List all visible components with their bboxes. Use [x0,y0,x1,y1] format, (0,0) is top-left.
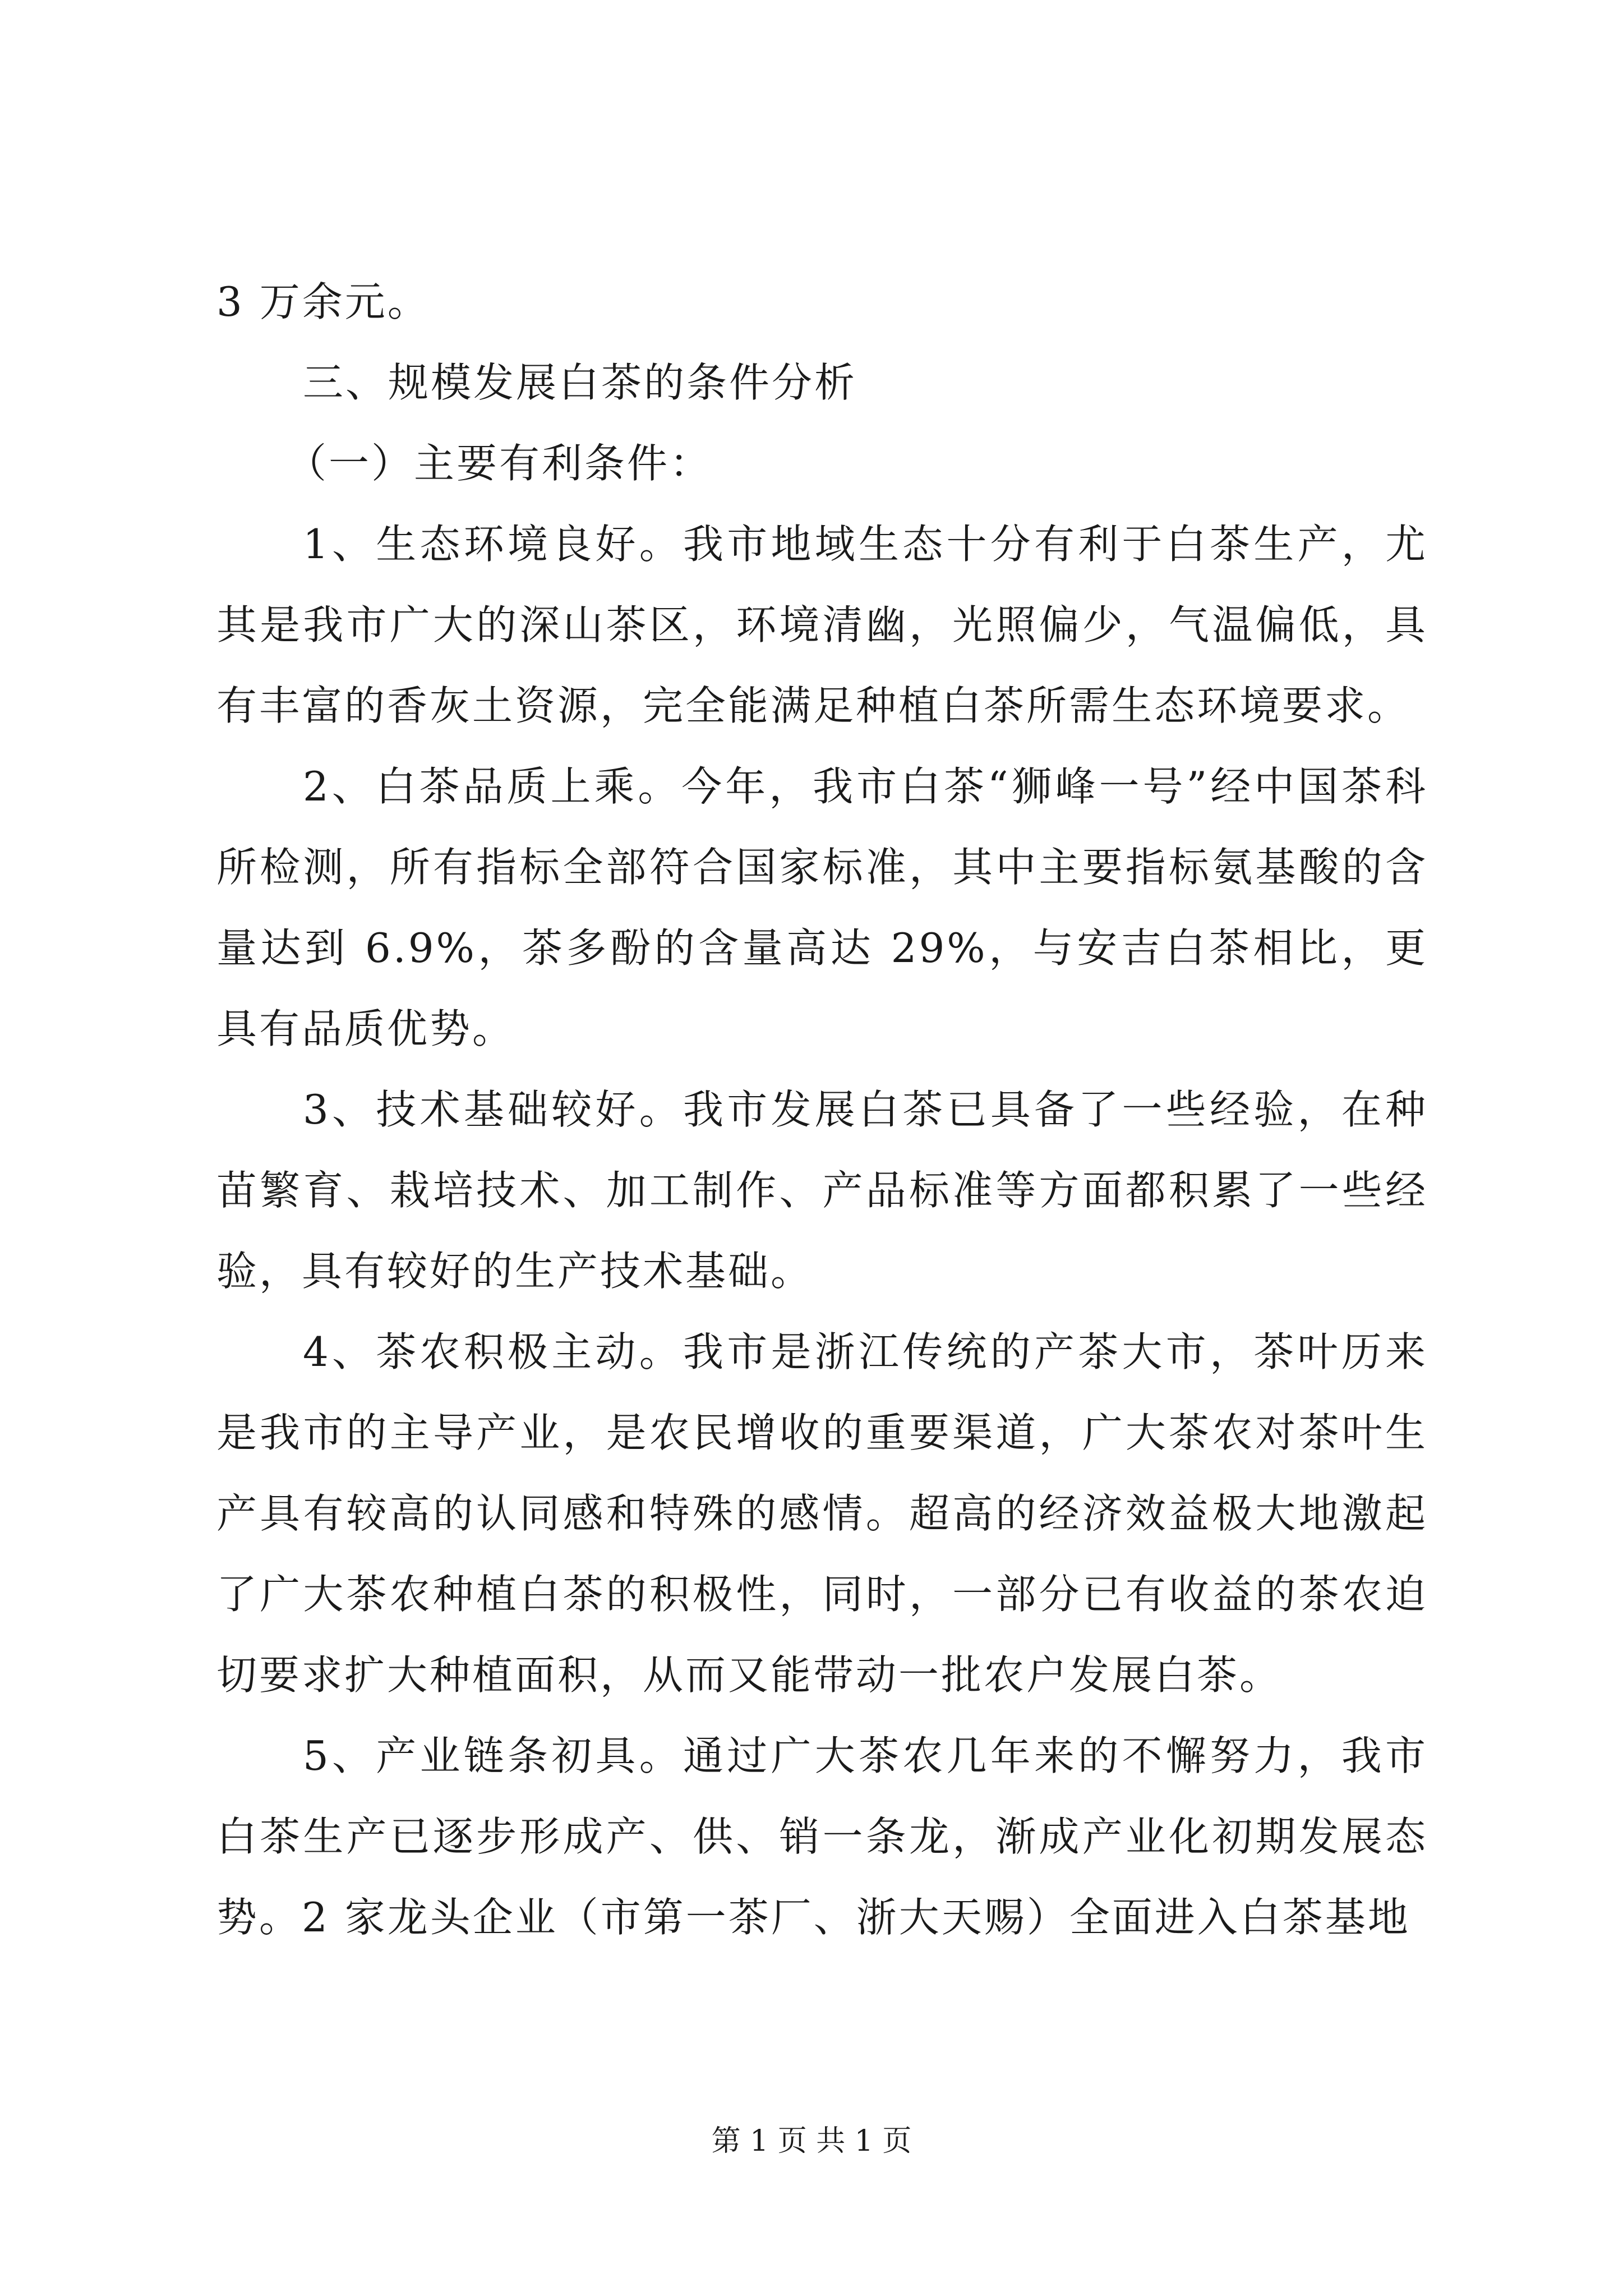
paragraph-item-1: 1、生态环境良好。我市地域生态十分有利于白茶生产，尤其是我市广大的深山茶区，环境清幽，光照偏少，气温偏低，具有丰富的香灰土资源，完全能满足种植白茶所需生态环境要求。 [216,521,1428,729]
subsection-heading: （一）主要有利条件： [286,440,713,487]
page-footer: 第 1 页 共 1 页 [711,2124,912,2158]
paragraph-item-5: 5、产业链条初具。通过广大茶农几年来的不懈努力，我市白茶生产已逐步形成产、供、销一条龙，渐成产业化初期发展态势。2 家龙头企业（市第一茶厂、浙大天赐）全面进入白茶基地 [216,1732,1428,1941]
paragraph-item-4: 4、茶农积极主动。我市是浙江传统的产茶大市，茶叶历来是我市的主导产业，是农民增收的重要渠道，广大茶农对茶叶生产具有较高的认同感和特殊的感情。超高的经济效益极大地激起了广大茶农种植白茶的积极性，同时，一部分已有收益的茶农迫切要求扩大种植面积，从而又能带动一批农户发展白茶。 [216,1328,1428,1699]
paragraph-item-2: 2、白茶品质上乘。今年，我市白茶“狮峰一号”经中国茶科所检测，所有指标全部符合国家标准，其中主要指标氨基酸的含量达到 6.9%，茶多酚的含量高达 29%，与安吉白茶相比，更具有品质优势。 [216,763,1428,1052]
paragraph-continuation: 3 万余元。 [216,278,430,325]
section-heading: 三、规模发展白茶的条件分析 [303,359,857,406]
paragraph-item-3: 3、技术基础较好。我市发展白茶已具备了一些经验，在种苗繁育、栽培技术、加工制作、产品标准等方面都积累了一些经验，具有较好的生产技术基础。 [216,1086,1428,1295]
document-body [216,261,1428,1958]
